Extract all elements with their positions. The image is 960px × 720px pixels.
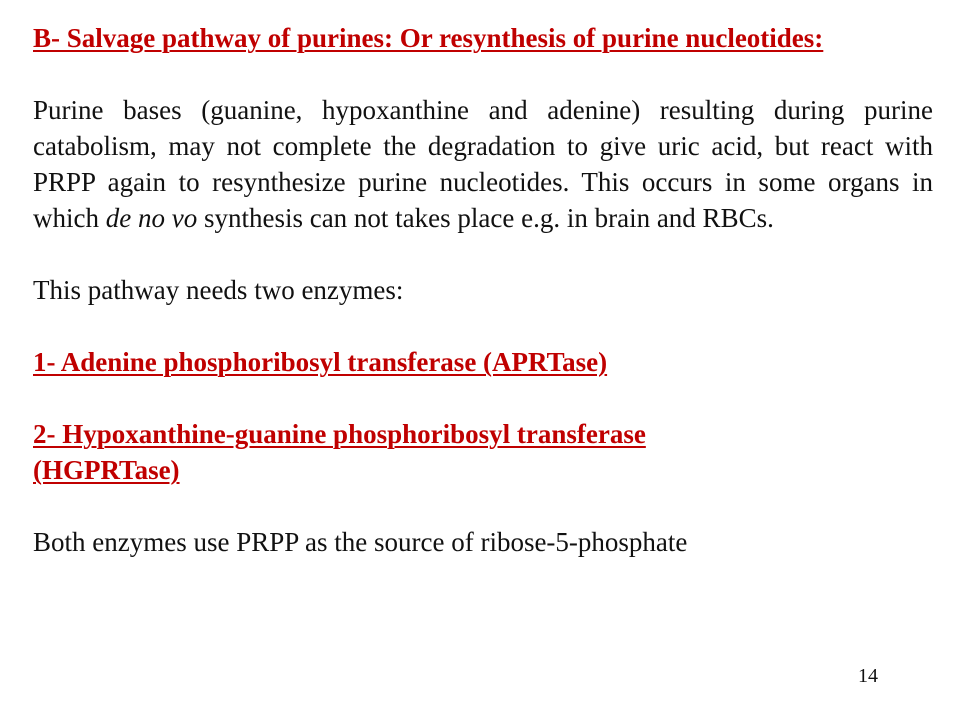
enzyme-1-heading: 1- Adenine phosphoribosyl transferase (APRTase) (33, 347, 608, 377)
enzymes-intro: This pathway needs two enzymes: (33, 275, 404, 305)
slide-content (33, 20, 933, 560)
intro-italic-term: de no vo (105, 203, 198, 233)
section-heading: B- Salvage pathway of purines: Or resynthesis of purine nucleotides: (33, 23, 824, 53)
page-number: 14 (858, 665, 878, 687)
intro-paragraph (33, 92, 933, 236)
enzyme-2-heading: 2- Hypoxanthine-guanine phosphoribosyl transferase (HGPRTase) (33, 419, 646, 485)
intro-text-end: synthesis can not takes place e.g. in brain and RBCs. (197, 203, 774, 233)
intro-text-start: Purine bases (guanine, hypoxanthine and adenine) resulting during purine catabolism, may not complete the degradation to give uric acid, but react with PRPP again to resynthesize purine nucleotides. This occurs in some organs in which (33, 95, 933, 233)
conclusion-text: Both enzymes use PRPP as the source of ribose-5-phosphate (33, 527, 688, 557)
